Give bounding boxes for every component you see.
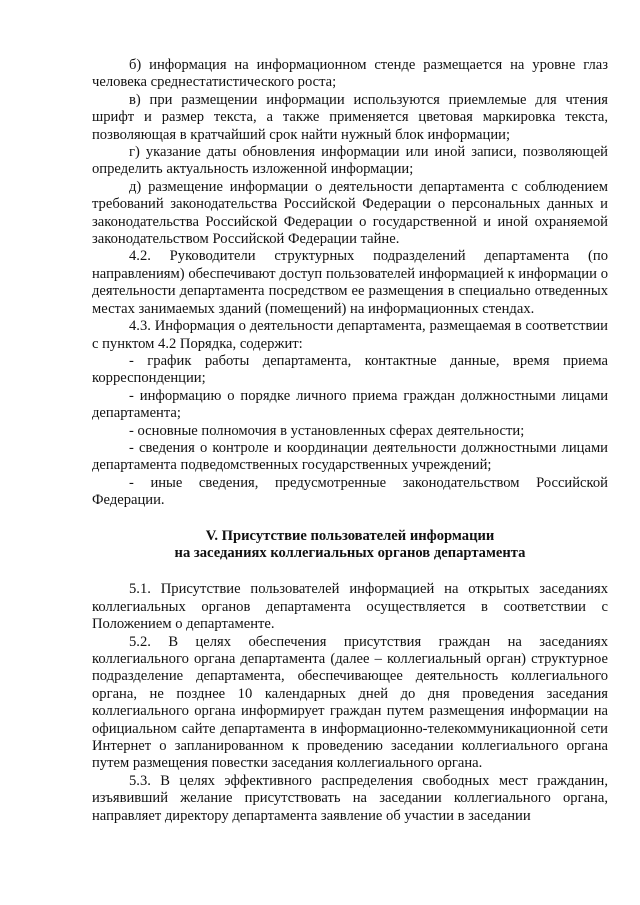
section-heading-line2: на заседаниях коллегиальных органов департамента bbox=[174, 544, 526, 561]
paragraph-4-3: 4.3. Информация о деятельности департамента, размещаемая в соответствии с пунктом 4.2 Порядка, содержит: bbox=[92, 318, 608, 352]
list-item-other: - иные сведения, предусмотренные законодательством Российской Федерации. bbox=[92, 474, 608, 509]
paragraph-5-2: 5.2. В целях обеспечения присутствия граждан на заседаниях коллегиального органа департамента (далее – коллегиальный орган) структурное подразделение департамента, обеспечивающее деятельность коллегиального органа, не позднее 10 календарных дней до дня проведения заседания коллегиального органа информирует граждан путем размещения информации на официальном сайте департамента в информационно-телекоммуникационной сети Интернет о запланированном к проведению заседании коллегиального органа путем размещения повестки заседания коллегиального органа. bbox=[92, 633, 608, 772]
list-item-control: - сведения о контроле и координации деятельности должностными лицами департамента подведомственных государственных учреждений; bbox=[92, 439, 608, 474]
section-heading bbox=[92, 528, 608, 563]
paragraph-4-2: 4.2. Руководители структурных подразделений департамента (по направлениям) обеспечивают доступ пользователей информацией к информации о деятельности департамента посредством ее размещения в специально отведенных местах занимаемых зданий (помещений) на информационных стендах. bbox=[92, 248, 608, 317]
paragraph-5-1: 5.1. Присутствие пользователей информацией на открытых заседаниях коллегиальных органов департамента осуществляется в соответствии с Положением о департаменте. bbox=[92, 581, 608, 633]
section-heading-line1: V. Присутствие пользователей информации bbox=[205, 527, 495, 544]
paragraph-5-3: 5.3. В целях эффективного распределения свободных мест гражданин, изъявивший желание присутствовать на заседании коллегиального органа, направляет директору департамента заявление об участии в заседании bbox=[92, 772, 608, 824]
paragraph-d: д) размещение информации о деятельности департамента с соблюдением требований законодательства Российской Федерации о персональных данных и законодательства Российской Федерации о государственной и иной охраняемой законодательством Российской Федерации тайне. bbox=[92, 178, 608, 248]
list-item-powers: - основные полномочия в установленных сферах деятельности; bbox=[129, 422, 525, 439]
list-item-reception: - информацию о порядке личного приема граждан должностными лицами департамента; bbox=[92, 387, 608, 422]
paragraph-v: в) при размещении информации используются приемлемые для чтения шрифт и размер текста, а также применяется цветовая маркировка текста, позволяющая в кратчайший срок найти нужный блок информации; bbox=[92, 91, 608, 143]
paragraph-g: г) указание даты обновления информации или иной записи, позволяющей определить актуальность изложенной информации; bbox=[92, 144, 608, 178]
paragraph-b: б) информация на информационном стенде размещается на уровне глаз человека среднестатистического роста; bbox=[92, 57, 608, 91]
list-item-schedule: - график работы департамента, контактные данные, время приема корреспонденции; bbox=[92, 352, 608, 387]
